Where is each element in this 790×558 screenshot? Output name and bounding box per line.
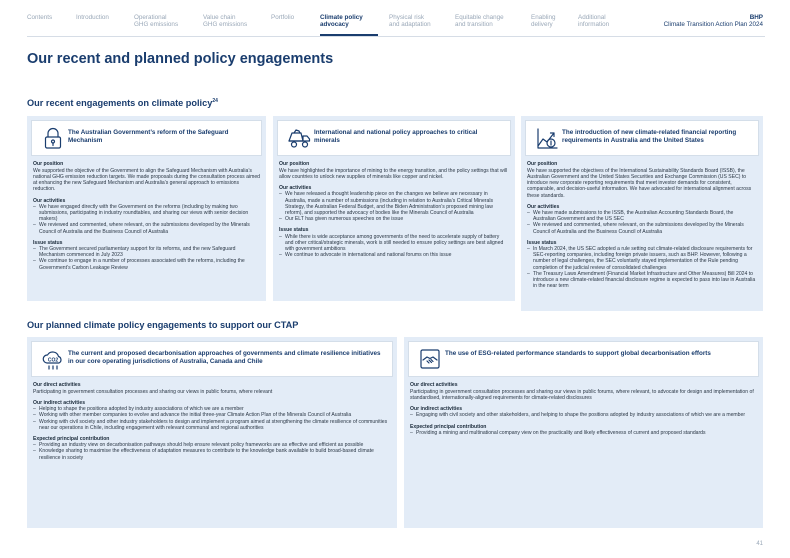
section-heading: Our direct activities	[410, 382, 458, 388]
card-header	[31, 341, 393, 377]
list-item: – Working with other member companies to evolve and advance the initial three-year Climate Action Plan of the Minerals Council of Australia	[33, 412, 391, 418]
position-text: We have highlighted the importance of mining to the energy transition, and the policy settings that will allow countries to unlock new supplies of minerals like copper and nickel.	[279, 167, 508, 180]
planned-section-title: Our planned climate policy engagements to support our CTAP	[27, 320, 299, 330]
list-item: – Helping to shape the positions adopted by industry associations of which we are a member	[33, 406, 391, 412]
position-text: We have supported the objectives of the International Sustainability Standards Board (ISSB), the Australian Government and the United States Securities and Exchange Commission (US SEC) to introduce new corporate reporting requirements that meet investor demands for consistent, comparable, and decision-useful information. We have advocated for international alignment across these standards.	[527, 167, 752, 199]
nav-item-additional-info[interactable]: Additional information	[578, 14, 610, 29]
section-heading: Our indirect activities	[33, 399, 86, 406]
indirect-activities-list	[410, 412, 757, 418]
recent-section-heading: Our recent engagements on climate policy	[27, 98, 213, 109]
list-item: – The Government secured parliamentary support for its reforms, and the new Safeguard Mechanism commenced in July 2023	[33, 246, 260, 258]
co2-cloud-icon	[40, 346, 66, 372]
top-navigation	[0, 0, 790, 36]
document-name: Climate Transition Action Plan 2024	[663, 21, 763, 29]
section-heading: Our activities	[279, 185, 312, 192]
list-item: – Engaging with civil society and other stakeholders, and helping to shape the positions adopted by industry associations of which we are a member	[410, 412, 757, 418]
direct-activities-text: Participating in government consultation processes and sharing our views in public forums, where relevant, to advocate for design and implementation of standardised, internationally-aligned requirements for climate-related disclosures	[410, 388, 754, 401]
financial-chart-icon	[534, 125, 560, 151]
card-title: The use of ESG-related performance standards to support global decarbonisation efforts	[445, 350, 711, 357]
card-body	[273, 156, 515, 258]
nav-divider	[27, 36, 765, 37]
section-heading: Our position	[527, 161, 558, 167]
activities-list	[527, 210, 757, 235]
section-heading: Our indirect activities	[410, 406, 463, 413]
list-item: – Providing a mining and multinational company view on the practicality and likely effectiveness of current and proposed standards	[410, 430, 757, 436]
list-item: – We continue to advocate in international and national forums on this issue	[279, 252, 509, 258]
section-heading: Issue status	[279, 227, 309, 234]
card-body	[521, 156, 763, 289]
nav-item-introduction[interactable]: Introduction	[76, 14, 109, 21]
list-item: – We continue to engage in a number of processes associated with the reforms, including the Government’s Carbon Leakage Review	[33, 258, 260, 270]
activities-list	[33, 204, 260, 235]
nav-item-equitable-change[interactable]: Equitable change and transition	[455, 14, 504, 29]
planned-card-esg-standards	[404, 337, 763, 528]
section-heading: Our activities	[33, 197, 66, 204]
list-item: – We have released a thought leadership piece on the changes we believe are necessary in Australia, made a number of submissions (including in relation to Australia’s Critical Minerals Strategy, the Australian Federal Budget, and the Biden Administration’s proposed mining law reform), and supported the advocacy of bodies like the Minerals Council of Australia	[279, 191, 509, 216]
nav-item-climate-policy[interactable]: Climate policy advocacy	[320, 14, 363, 29]
card-body	[27, 377, 397, 461]
recent-card-safeguard	[27, 116, 266, 301]
page-number: 41	[756, 541, 763, 547]
list-item: – Providing an industry view on decarbonisation pathways should help ensure relevant policy frameworks are as effective and efficient as possible	[33, 442, 391, 448]
card-header	[277, 120, 511, 156]
nav-item-operational-ghg[interactable]: Operational GHG emissions	[134, 14, 179, 29]
recent-section-title	[27, 98, 218, 108]
status-list	[33, 246, 260, 271]
nav-item-physical-risk[interactable]: Physical risk and adaptation	[389, 14, 431, 29]
card-title: International and national policy approaches to critical minerals	[314, 129, 478, 144]
planned-card-decarbonisation	[27, 337, 397, 528]
card-header	[525, 120, 759, 156]
list-item: – The Treasury Laws Amendment (Financial Market Infrastructure and Other Measures) Bill 2024 to introduce a new climate-related financial disclosure regime is expected to pass into law in Australia in the near term	[527, 271, 757, 290]
contribution-list	[410, 430, 757, 436]
card-title: The introduction of new climate-related financial reporting requirements in Australia and the United States	[562, 129, 737, 144]
contribution-list	[33, 442, 391, 461]
svg-text:CO2: CO2	[47, 357, 59, 364]
section-heading: Our position	[33, 161, 64, 167]
footnote-marker[interactable]: 24	[212, 98, 218, 104]
recent-card-critical-minerals	[273, 116, 515, 301]
section-heading: Issue status	[527, 239, 557, 246]
section-heading: Our position	[279, 161, 310, 167]
position-text: We supported the objective of the Government to align the Safeguard Mechanism with Australia’s national GHG emission reduction targets. We made proposals during the consultation process aimed at enhancing the new Safeguard Mechanism and Australia’s general approach to emissions reduction.	[33, 167, 260, 193]
handshake-icon	[417, 346, 443, 372]
page-title: Our recent and planned policy engagements	[27, 51, 334, 67]
nav-item-contents[interactable]: Contents	[27, 14, 53, 21]
section-heading: Expected principal contribution	[33, 435, 110, 442]
list-item: – We have engaged directly with the Government on the reforms (including by making two submissions, participating in industry roundtables, and sharing our views with senior decision makers)	[33, 204, 260, 223]
card-header	[408, 341, 759, 377]
section-heading: Our direct activities	[33, 382, 81, 388]
nav-item-value-chain-ghg[interactable]: Value chain GHG emissions	[203, 14, 248, 29]
card-body	[27, 156, 266, 271]
card-body	[404, 377, 763, 436]
list-item: – Our ELT has given numerous speeches on the issue	[279, 216, 509, 222]
section-heading: Our activities	[527, 203, 560, 210]
list-item: – We have made submissions to the ISSB, the Australian Accounting Standards Board, the Australian Government and the US SEC	[527, 210, 757, 222]
recent-card-financial-reporting	[521, 116, 763, 311]
card-title: The Australian Government’s reform of the Safeguard Mechanism	[68, 129, 229, 144]
status-list	[527, 246, 757, 289]
direct-activities-text: Participating in government consultation processes and sharing our views in public forums, where relevant	[33, 388, 273, 395]
section-heading: Issue status	[33, 239, 63, 246]
indirect-activities-list	[33, 406, 391, 431]
list-item: – We reviewed and commented, where relevant, on the submissions developed by the Minerals Council of Australia and the Business Council of Australia	[33, 222, 260, 234]
activities-list	[279, 191, 509, 222]
list-item: – While there is wide acceptance among governments of the need to accelerate supply of battery and other critical/strategic minerals, work is still needed to ensure policy settings are best aligned with government ambitions	[279, 234, 509, 253]
list-item: – Working with civil society and other industry stakeholders to design and implement a program aimed at strengthening the climate resilience of communities near our operations in Chile, including engagement with relevant communal and regional authorities	[33, 419, 391, 431]
card-title: The current and proposed decarbonisation approaches of governments and climate resilience initiatives in our core operating jurisdictions of Australia, Canada and Chile	[68, 350, 381, 365]
status-list	[279, 234, 509, 259]
document-brand	[664, 14, 763, 29]
nav-item-portfolio[interactable]: Portfolio	[271, 14, 295, 21]
mining-truck-icon	[286, 125, 312, 151]
list-item: – We reviewed and commented, where relevant, on the submissions developed by the Minerals Council of Australia and the Business Council of Australia	[527, 222, 757, 234]
padlock-icon	[40, 125, 66, 151]
brand-name: BHP	[749, 14, 763, 21]
list-item: – Knowledge sharing to maximise the effectiveness of adaptation measures to contribute to the knowledge bank available to build broad-based climate resilience in society	[33, 448, 391, 460]
nav-item-enabling-delivery[interactable]: Enabling delivery	[531, 14, 556, 29]
card-header	[31, 120, 262, 156]
list-item: – In March 2024, the US SEC adopted a rule setting out climate-related disclosure requirements for SEC-reporting companies, including foreign private issuers, such as BHP. However, following a number of legal challenges, the SEC voluntarily stayed implementation of the Rule pending completion of the judicial review of consolidated challenges	[527, 246, 757, 271]
section-heading: Expected principal contribution	[410, 423, 487, 430]
